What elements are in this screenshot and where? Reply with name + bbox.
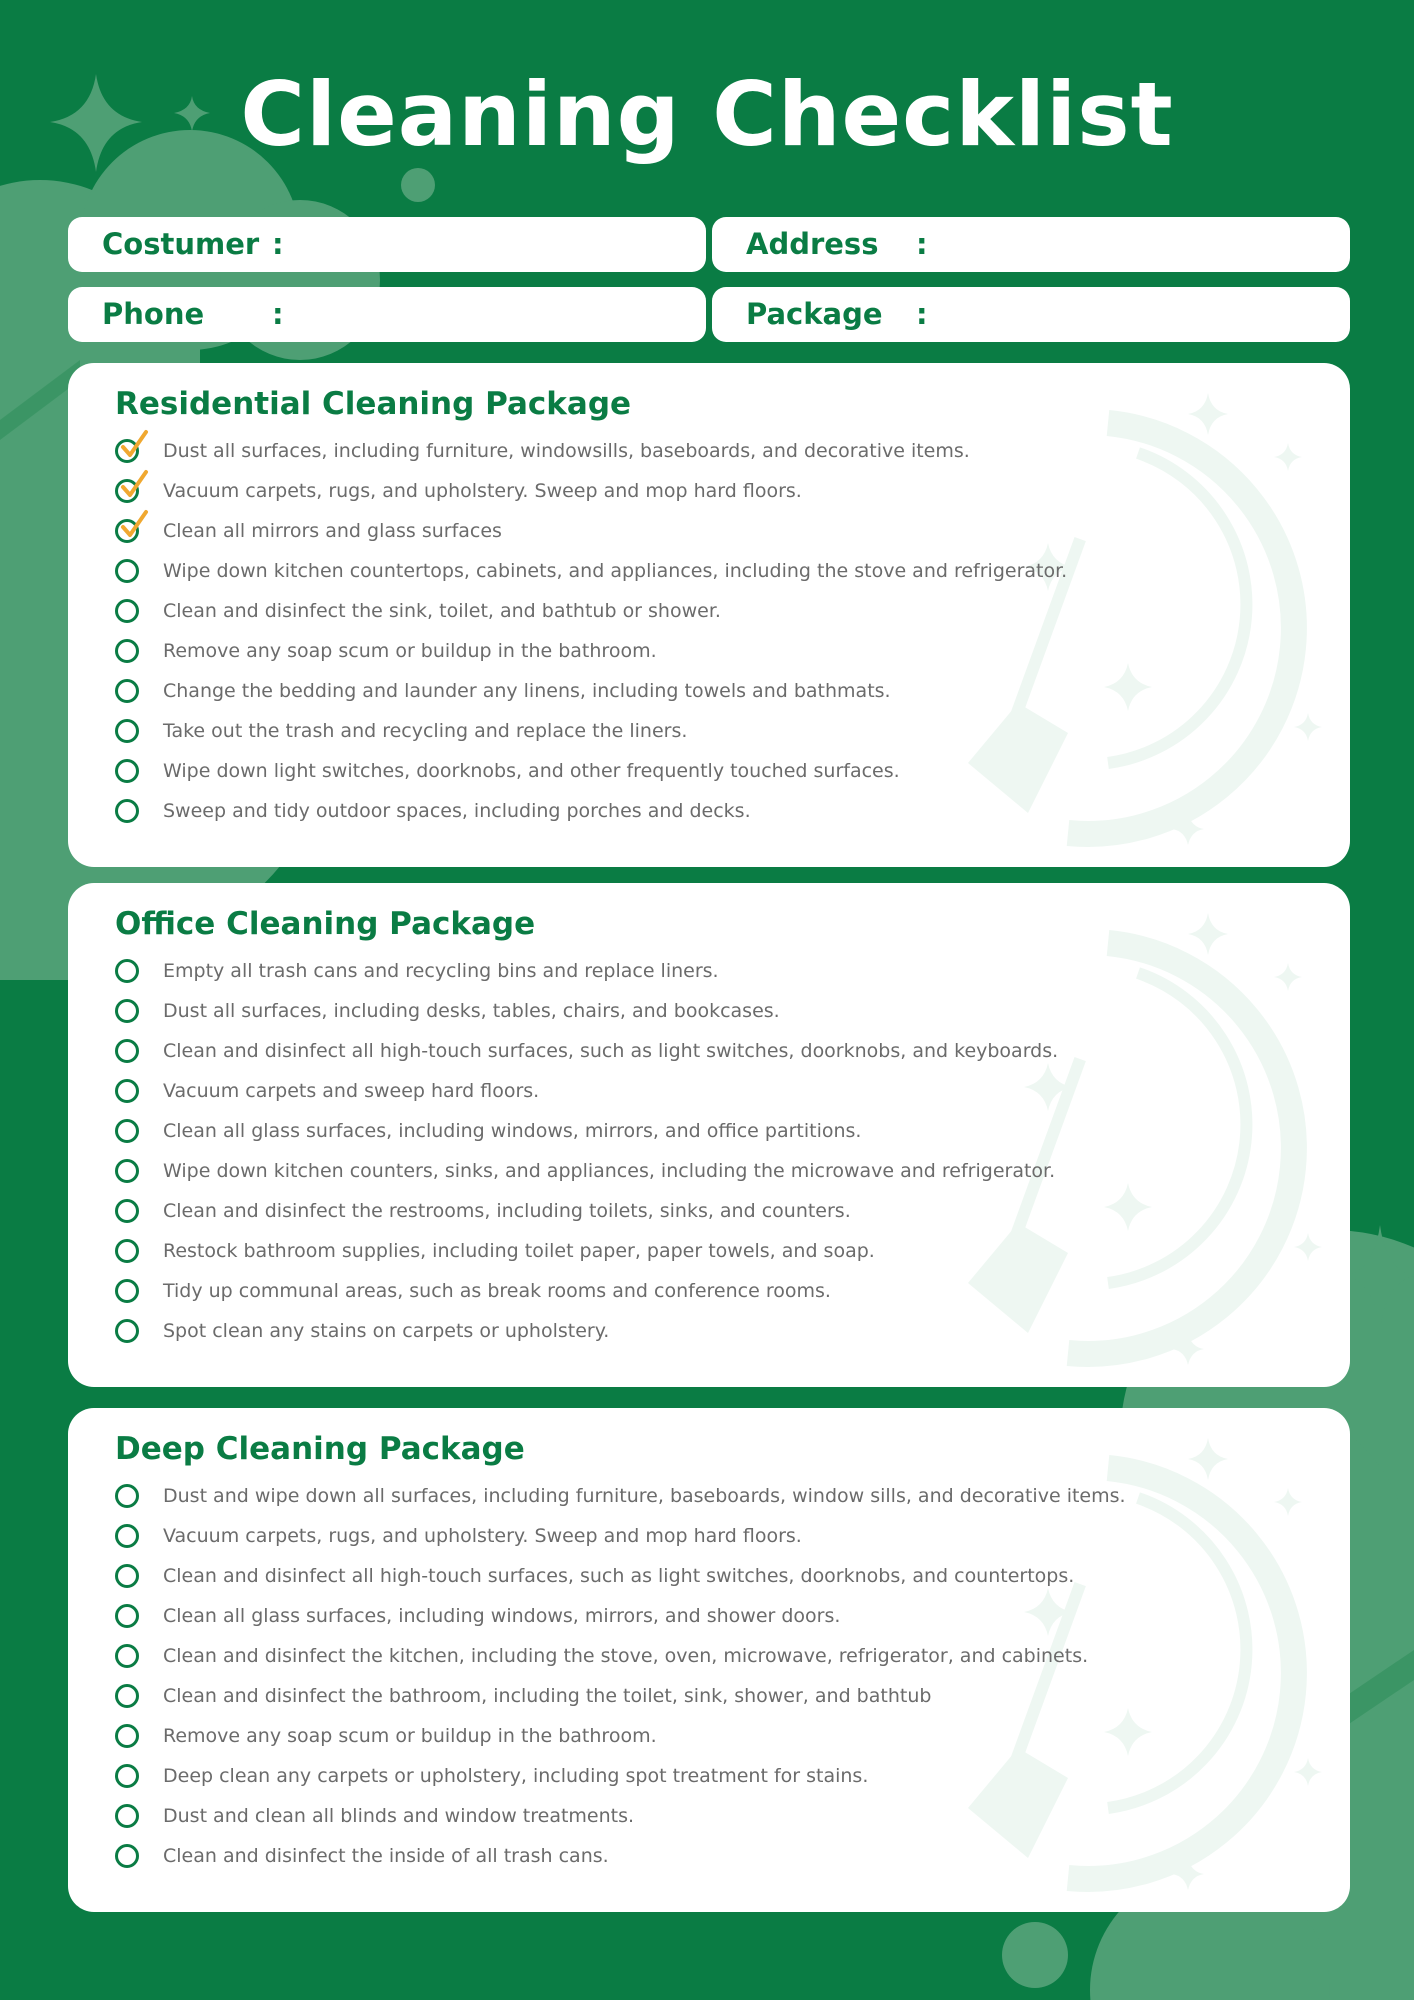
circle-icon[interactable] xyxy=(115,559,139,583)
circle-icon[interactable] xyxy=(115,999,139,1023)
circle-icon[interactable] xyxy=(115,1239,139,1263)
checklist-item[interactable] xyxy=(115,671,1067,711)
checklist-item-text: Clean and disinfect all high-touch surfaces, such as light switches, doorknobs, and countertops. xyxy=(163,1565,1075,1587)
checklist xyxy=(115,431,1067,831)
circle-icon[interactable] xyxy=(115,759,139,783)
phone-colon: : xyxy=(272,297,284,331)
checkmark-icon xyxy=(120,470,152,502)
checklist-item-text: Wipe down light switches, doorknobs, and other frequently touched surfaces. xyxy=(163,760,900,782)
package-title: Office Cleaning Package xyxy=(115,906,536,942)
address-label: Address xyxy=(746,227,879,261)
page-title: Cleaning Checklist xyxy=(240,63,1174,166)
checklist-item-text: Clean and disinfect the kitchen, including the stove, oven, microwave, refrigerator, and cabinets. xyxy=(163,1645,1089,1667)
office-package-card xyxy=(68,883,1350,1387)
phone-label: Phone xyxy=(102,297,205,331)
circle-icon[interactable] xyxy=(115,1119,139,1143)
checklist-item-text: Dust and wipe down all surfaces, including furniture, baseboards, window sills, and decorative items. xyxy=(163,1485,1126,1507)
checklist-item[interactable] xyxy=(115,551,1067,591)
circle-icon[interactable] xyxy=(115,599,139,623)
checklist-item-text: Deep clean any carpets or upholstery, including spot treatment for stains. xyxy=(163,1765,869,1787)
checklist-item[interactable] xyxy=(115,1311,1058,1351)
circle-icon[interactable] xyxy=(115,1199,139,1223)
checklist-item-text: Dust all surfaces, including desks, tables, chairs, and bookcases. xyxy=(163,1000,780,1022)
checked-circle-icon[interactable] xyxy=(115,439,139,463)
checklist-item[interactable] xyxy=(115,1756,1126,1796)
circle-icon[interactable] xyxy=(115,719,139,743)
checklist-item-text: Clean all mirrors and glass surfaces xyxy=(163,520,502,542)
circle-icon[interactable] xyxy=(115,1804,139,1828)
circle-icon[interactable] xyxy=(115,1764,139,1788)
checklist-item-text: Clean and disinfect the bathroom, including the toilet, sink, shower, and bathtub xyxy=(163,1685,932,1707)
circle-icon[interactable] xyxy=(115,1564,139,1588)
checklist-item-text: Clean all glass surfaces, including windows, mirrors, and office partitions. xyxy=(163,1120,862,1142)
checklist-item-text: Wipe down kitchen countertops, cabinets, and appliances, including the stove and refrigerator. xyxy=(163,560,1068,582)
circle-icon[interactable] xyxy=(115,1039,139,1063)
checklist-item[interactable] xyxy=(115,1636,1126,1676)
checklist-item-text: Spot clean any stains on carpets or upholstery. xyxy=(163,1320,610,1342)
circle-icon[interactable] xyxy=(115,1644,139,1668)
checklist-item[interactable] xyxy=(115,1676,1126,1716)
residential-package-card xyxy=(68,363,1350,867)
checklist xyxy=(115,1476,1126,1876)
circle-icon[interactable] xyxy=(115,1319,139,1343)
customer-field[interactable] xyxy=(68,217,706,272)
circle-icon[interactable] xyxy=(115,1684,139,1708)
checklist-item[interactable] xyxy=(115,751,1067,791)
checklist-item-text: Dust and clean all blinds and window treatments. xyxy=(163,1805,635,1827)
circle-icon[interactable] xyxy=(115,1484,139,1508)
checklist-item[interactable] xyxy=(115,1796,1126,1836)
checklist-item-text: Dust all surfaces, including furniture, windowsills, baseboards, and decorative items. xyxy=(163,440,970,462)
checklist-item-text: Empty all trash cans and recycling bins and replace liners. xyxy=(163,960,719,982)
checklist-item-text: Vacuum carpets and sweep hard floors. xyxy=(163,1080,540,1102)
circle-icon[interactable] xyxy=(115,1844,139,1868)
checklist-item[interactable] xyxy=(115,431,1067,471)
checklist-item[interactable] xyxy=(115,1556,1126,1596)
address-field[interactable] xyxy=(712,217,1350,272)
checklist-item-text: Remove any soap scum or buildup in the bathroom. xyxy=(163,640,657,662)
checklist-item-text: Restock bathroom supplies, including toilet paper, paper towels, and soap. xyxy=(163,1240,875,1262)
checklist-item-text: Vacuum carpets, rugs, and upholstery. Sweep and mop hard floors. xyxy=(163,480,802,502)
checklist-item[interactable] xyxy=(115,1191,1058,1231)
checklist-item-text: Clean all glass surfaces, including windows, mirrors, and shower doors. xyxy=(163,1605,841,1627)
checked-circle-icon[interactable] xyxy=(115,519,139,543)
circle-icon[interactable] xyxy=(115,1724,139,1748)
checklist-item[interactable] xyxy=(115,1716,1126,1756)
checklist-item-text: Take out the trash and recycling and replace the liners. xyxy=(163,720,688,742)
circle-icon[interactable] xyxy=(115,679,139,703)
checklist-item[interactable] xyxy=(115,1476,1126,1516)
circle-icon[interactable] xyxy=(115,639,139,663)
address-colon: : xyxy=(916,227,928,261)
checklist-item[interactable] xyxy=(115,1596,1126,1636)
package-colon: : xyxy=(916,297,928,331)
checklist-item[interactable] xyxy=(115,711,1067,751)
circle-icon[interactable] xyxy=(115,1159,139,1183)
checklist-item[interactable] xyxy=(115,1151,1058,1191)
circle-icon[interactable] xyxy=(115,1524,139,1548)
checked-circle-icon[interactable] xyxy=(115,479,139,503)
checklist-item-text: Wipe down kitchen counters, sinks, and appliances, including the microwave and refrigerator. xyxy=(163,1160,1056,1182)
package-title: Deep Cleaning Package xyxy=(115,1431,525,1467)
checklist-item-text: Change the bedding and launder any linens, including towels and bathmats. xyxy=(163,680,891,702)
circle-icon[interactable] xyxy=(115,1604,139,1628)
checklist-item[interactable] xyxy=(115,791,1067,831)
checklist-item[interactable] xyxy=(115,1836,1126,1876)
checklist-item-text: Tidy up communal areas, such as break rooms and conference rooms. xyxy=(163,1280,831,1302)
customer-colon: : xyxy=(272,227,284,261)
checklist-item[interactable] xyxy=(115,631,1067,671)
circle-icon[interactable] xyxy=(115,1079,139,1103)
checkmark-icon xyxy=(120,510,152,542)
package-field[interactable] xyxy=(712,287,1350,342)
checklist-item-text: Clean and disinfect the sink, toilet, and bathtub or shower. xyxy=(163,600,721,622)
checklist-item[interactable] xyxy=(115,991,1058,1031)
deep-package-card xyxy=(68,1408,1350,1912)
checklist-item[interactable] xyxy=(115,471,1067,511)
phone-field[interactable] xyxy=(68,287,706,342)
checklist-item-text: Remove any soap scum or buildup in the bathroom. xyxy=(163,1725,657,1747)
circle-icon[interactable] xyxy=(115,799,139,823)
checklist-item[interactable] xyxy=(115,511,1067,551)
checklist-item[interactable] xyxy=(115,1231,1058,1271)
checklist-item-text: Clean and disinfect all high-touch surfaces, such as light switches, doorknobs, and keyboards. xyxy=(163,1040,1059,1062)
checklist-item[interactable] xyxy=(115,591,1067,631)
circle-icon[interactable] xyxy=(115,959,139,983)
checklist-item[interactable] xyxy=(115,1516,1126,1556)
checklist-item[interactable] xyxy=(115,1071,1058,1111)
checklist-item[interactable] xyxy=(115,1111,1058,1151)
checklist xyxy=(115,951,1058,1351)
checklist-item[interactable] xyxy=(115,1031,1058,1071)
checklist-item-text: Sweep and tidy outdoor spaces, including porches and decks. xyxy=(163,800,751,822)
checklist-item[interactable] xyxy=(115,951,1058,991)
checklist-item[interactable] xyxy=(115,1271,1058,1311)
checkmark-icon xyxy=(120,430,152,462)
package-label: Package xyxy=(746,297,883,331)
circle-icon[interactable] xyxy=(115,1279,139,1303)
checklist-item-text: Clean and disinfect the inside of all trash cans. xyxy=(163,1845,609,1867)
customer-label: Costumer xyxy=(102,227,260,261)
checklist-item-text: Clean and disinfect the restrooms, including toilets, sinks, and counters. xyxy=(163,1200,851,1222)
package-title: Residential Cleaning Package xyxy=(115,386,632,422)
checklist-item-text: Vacuum carpets, rugs, and upholstery. Sweep and mop hard floors. xyxy=(163,1525,802,1547)
